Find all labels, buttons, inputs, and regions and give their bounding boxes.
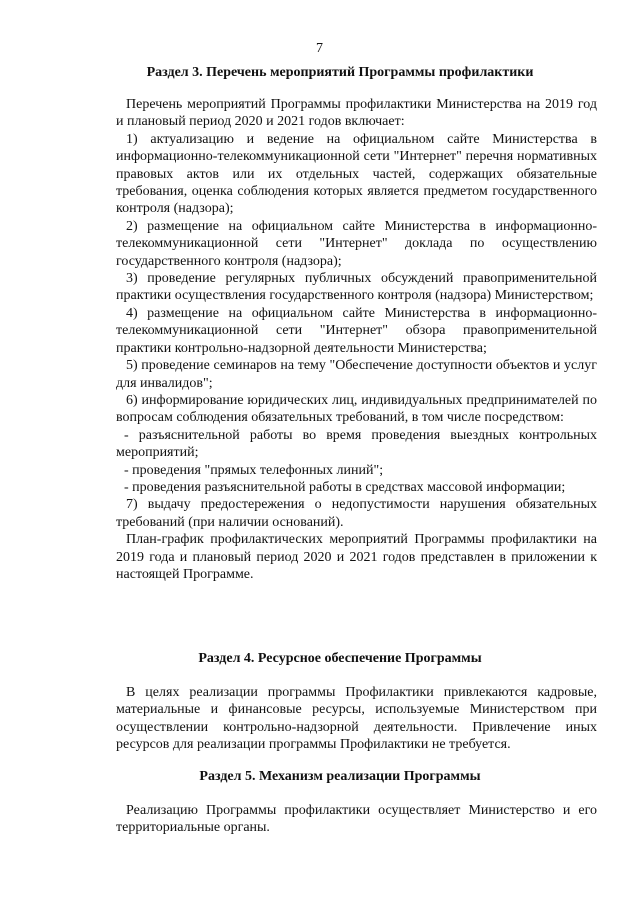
sub-item-explanatory-work: - разъяснительной работы во время проведения выездных контрольных мероприятий; xyxy=(116,427,597,461)
page-number: 7 xyxy=(316,41,323,56)
list-item-7: 7) выдачу предостережения о недопустимости нарушения обязательных требований (при наличии оснований). xyxy=(116,497,597,530)
list-item-5: 5) проведение семинаров на тему "Обеспечение доступности объектов и услуг для инвалидов"; xyxy=(116,358,597,391)
list-item-2: 2) размещение на официальном сайте Министерства в информационно-телекоммуникационной сети "Интернет" доклада по осуществлению государственного контроля (надзора); xyxy=(116,218,597,269)
section-4-heading: Раздел 4. Ресурсное обеспечение Программы xyxy=(198,651,482,666)
section-4-body xyxy=(116,684,597,754)
section-5-heading: Раздел 5. Механизм реализации Программы xyxy=(199,769,481,784)
section-3-heading: Раздел 3. Перечень мероприятий Программы профилактики xyxy=(146,65,534,80)
schedule-paragraph: План-график профилактических мероприятий Программы профилактики на 2019 года и плановый период 2020 и 2021 годов представлен в приложении к настоящей Программе. xyxy=(116,532,597,582)
list-item-1: 1) актуализацию и ведение на официальном сайте Министерства в информационно-телекоммуникационной сети "Интернет" перечня нормативных правовых актов или их отдельных частей, содержащих обязательные требования, оценка соблюдения которых является предметом государственного контроля (надзора); xyxy=(116,131,597,217)
section-5-body xyxy=(116,802,597,837)
sub-item-media: - проведения разъяснительной работы в средствах массовой информации; xyxy=(124,479,566,495)
list-item-3: 3) проведение регулярных публичных обсуждений правоприменительной практики осуществления государственного контроля (надзора) Министерством; xyxy=(116,271,597,304)
list-item-6: 6) информирование юридических лиц, индивидуальных предпринимателей по вопросам соблюдения обязательных требований, в том числе посредством: xyxy=(116,392,597,426)
section-3-intro: Перечень мероприятий Программы профилактики Министерства на 2019 год и плановый период 2020 и 2021 годов включает: xyxy=(116,97,597,130)
section-5-paragraph: Реализацию Программы профилактики осуществляет Министерство и его территориальные органы. xyxy=(116,803,597,836)
section-3-body xyxy=(116,96,597,583)
sub-item-hotlines: - проведения "прямых телефонных линий"; xyxy=(124,462,384,478)
list-item-4: 4) размещение на официальном сайте Министерства в информационно-телекоммуникационной сети "Интернет" обзора правоприменительной практики контрольно-надзорной деятельности Министерства; xyxy=(116,305,597,356)
section-4-paragraph: В целях реализации программы Профилактики привлекаются кадровые, материальные и финансовые ресурсы, используемые Министерством при осуществлении контрольно-надзорной деятельности. Привлечение иных ресурсов для реализации программы Профилактики не требуется. xyxy=(116,685,597,753)
